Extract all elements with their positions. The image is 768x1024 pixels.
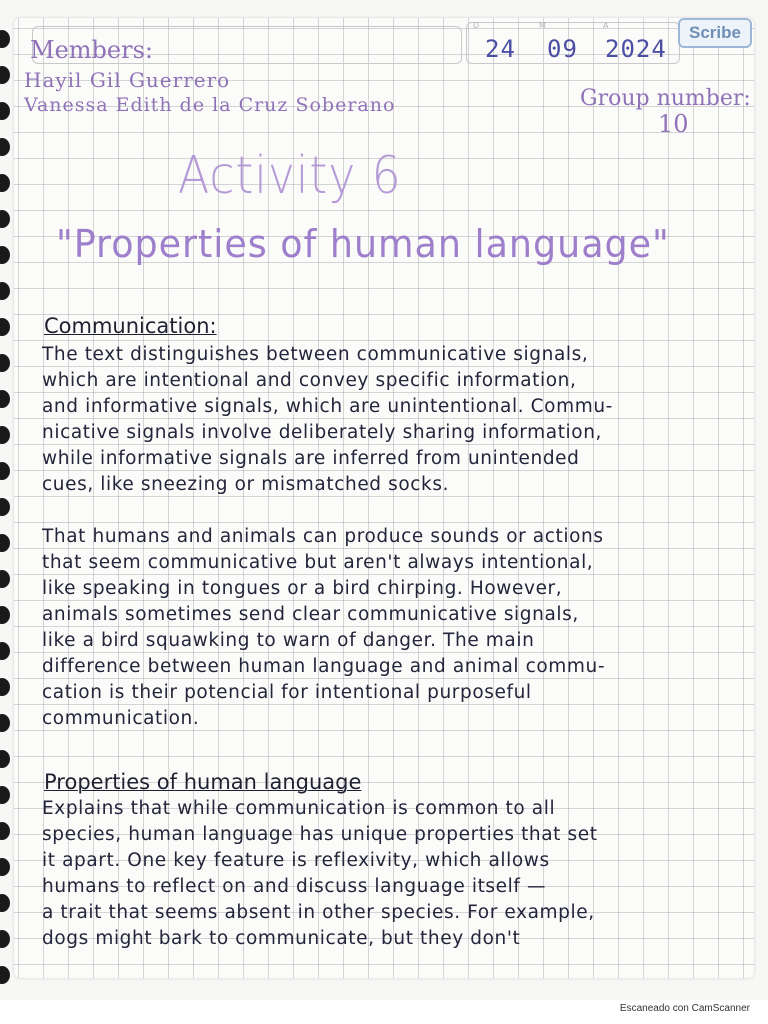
date-day-label: D <box>473 21 480 30</box>
text-line: while informative signals are inferred from unintended <box>42 448 580 469</box>
date-year-label: A <box>603 21 609 30</box>
binding-hole <box>0 426 10 444</box>
text-line: species, human language has unique properties that set <box>42 824 598 845</box>
text-line: Explains that while communication is common to all <box>42 798 556 819</box>
binding-hole <box>0 246 10 264</box>
text-line: which are intentional and convey specific information, <box>42 370 577 391</box>
text-line: dogs might bark to communicate, but they don't <box>42 928 521 949</box>
date-month-label: M <box>539 21 546 30</box>
binding-hole <box>0 498 10 516</box>
binding-hole <box>0 786 10 804</box>
text-line: The text distinguishes between communicative signals, <box>42 344 589 365</box>
page-subtitle: "Properties of human language" <box>56 222 670 266</box>
scribe-logo: Scribe <box>678 18 752 48</box>
text-line: like speaking in tongues or a bird chirping. However, <box>42 578 563 599</box>
binding-hole <box>0 102 10 120</box>
scanner-credit: Escaneado con CamScanner <box>619 1003 750 1014</box>
text-line: that seem communicative but aren't always intentional, <box>42 552 594 573</box>
text-line: nicative signals involve deliberately sharing information, <box>42 422 603 443</box>
binding-hole <box>0 750 10 768</box>
text-line: That humans and animals can produce sounds or actions <box>42 526 604 547</box>
binding-hole <box>0 642 10 660</box>
binding-hole <box>0 66 10 84</box>
binding-hole <box>0 678 10 696</box>
binding-hole <box>0 138 10 156</box>
date-year: 2024 <box>605 35 667 63</box>
binding-hole <box>0 822 10 840</box>
text-line: and informative signals, which are unintentional. Commu- <box>42 396 613 417</box>
binding-hole <box>0 534 10 552</box>
binding-hole <box>0 390 10 408</box>
binding-hole <box>0 858 10 876</box>
paragraph-communication-1 <box>42 342 750 498</box>
text-line: cues, like sneezing or mismatched socks. <box>42 474 450 495</box>
date-box <box>466 22 680 64</box>
page-title: Activity 6 <box>178 146 402 206</box>
section-heading-communication: Communication: <box>44 314 217 338</box>
member-name-2: Vanessa Edith de la Cruz Soberano <box>24 94 396 116</box>
section-heading-properties: Properties of human language <box>44 770 362 794</box>
binding-hole <box>0 318 10 336</box>
binding-hole <box>0 570 10 588</box>
text-line: difference between human language and animal commu- <box>42 656 606 677</box>
group-number-label: Group number: <box>580 86 751 111</box>
text-line: like a bird squawking to warn of danger. The main <box>42 630 535 651</box>
binding-hole <box>0 966 10 984</box>
text-line: a trait that seems absent in other species. For example, <box>42 902 595 923</box>
binding-hole <box>0 930 10 948</box>
binding-hole <box>0 210 10 228</box>
paragraph-properties-1 <box>42 796 750 952</box>
notebook-sheet <box>14 18 754 978</box>
paragraph-communication-2 <box>42 524 750 732</box>
text-line: communication. <box>42 708 200 729</box>
binding-hole <box>0 174 10 192</box>
text-line: animals sometimes send clear communicative signals, <box>42 604 579 625</box>
members-label: Members: <box>30 36 153 64</box>
text-line: it apart. One key feature is reflexivity, which allows <box>42 850 550 871</box>
text-line: humans to reflect on and discuss language itself — <box>42 876 547 897</box>
binding-hole <box>0 714 10 732</box>
date-month: 09 <box>547 35 578 63</box>
binding-hole <box>0 30 10 48</box>
binding-hole <box>0 354 10 372</box>
group-number-value: 10 <box>658 110 689 138</box>
binding-hole <box>0 462 10 480</box>
binding-hole <box>0 894 10 912</box>
binding-hole <box>0 606 10 624</box>
text-line: cation is their potencial for intentional purposeful <box>42 682 532 703</box>
date-day: 24 <box>485 35 516 63</box>
binding-hole <box>0 282 10 300</box>
member-name-1: Hayil Gil Guerrero <box>24 68 231 92</box>
